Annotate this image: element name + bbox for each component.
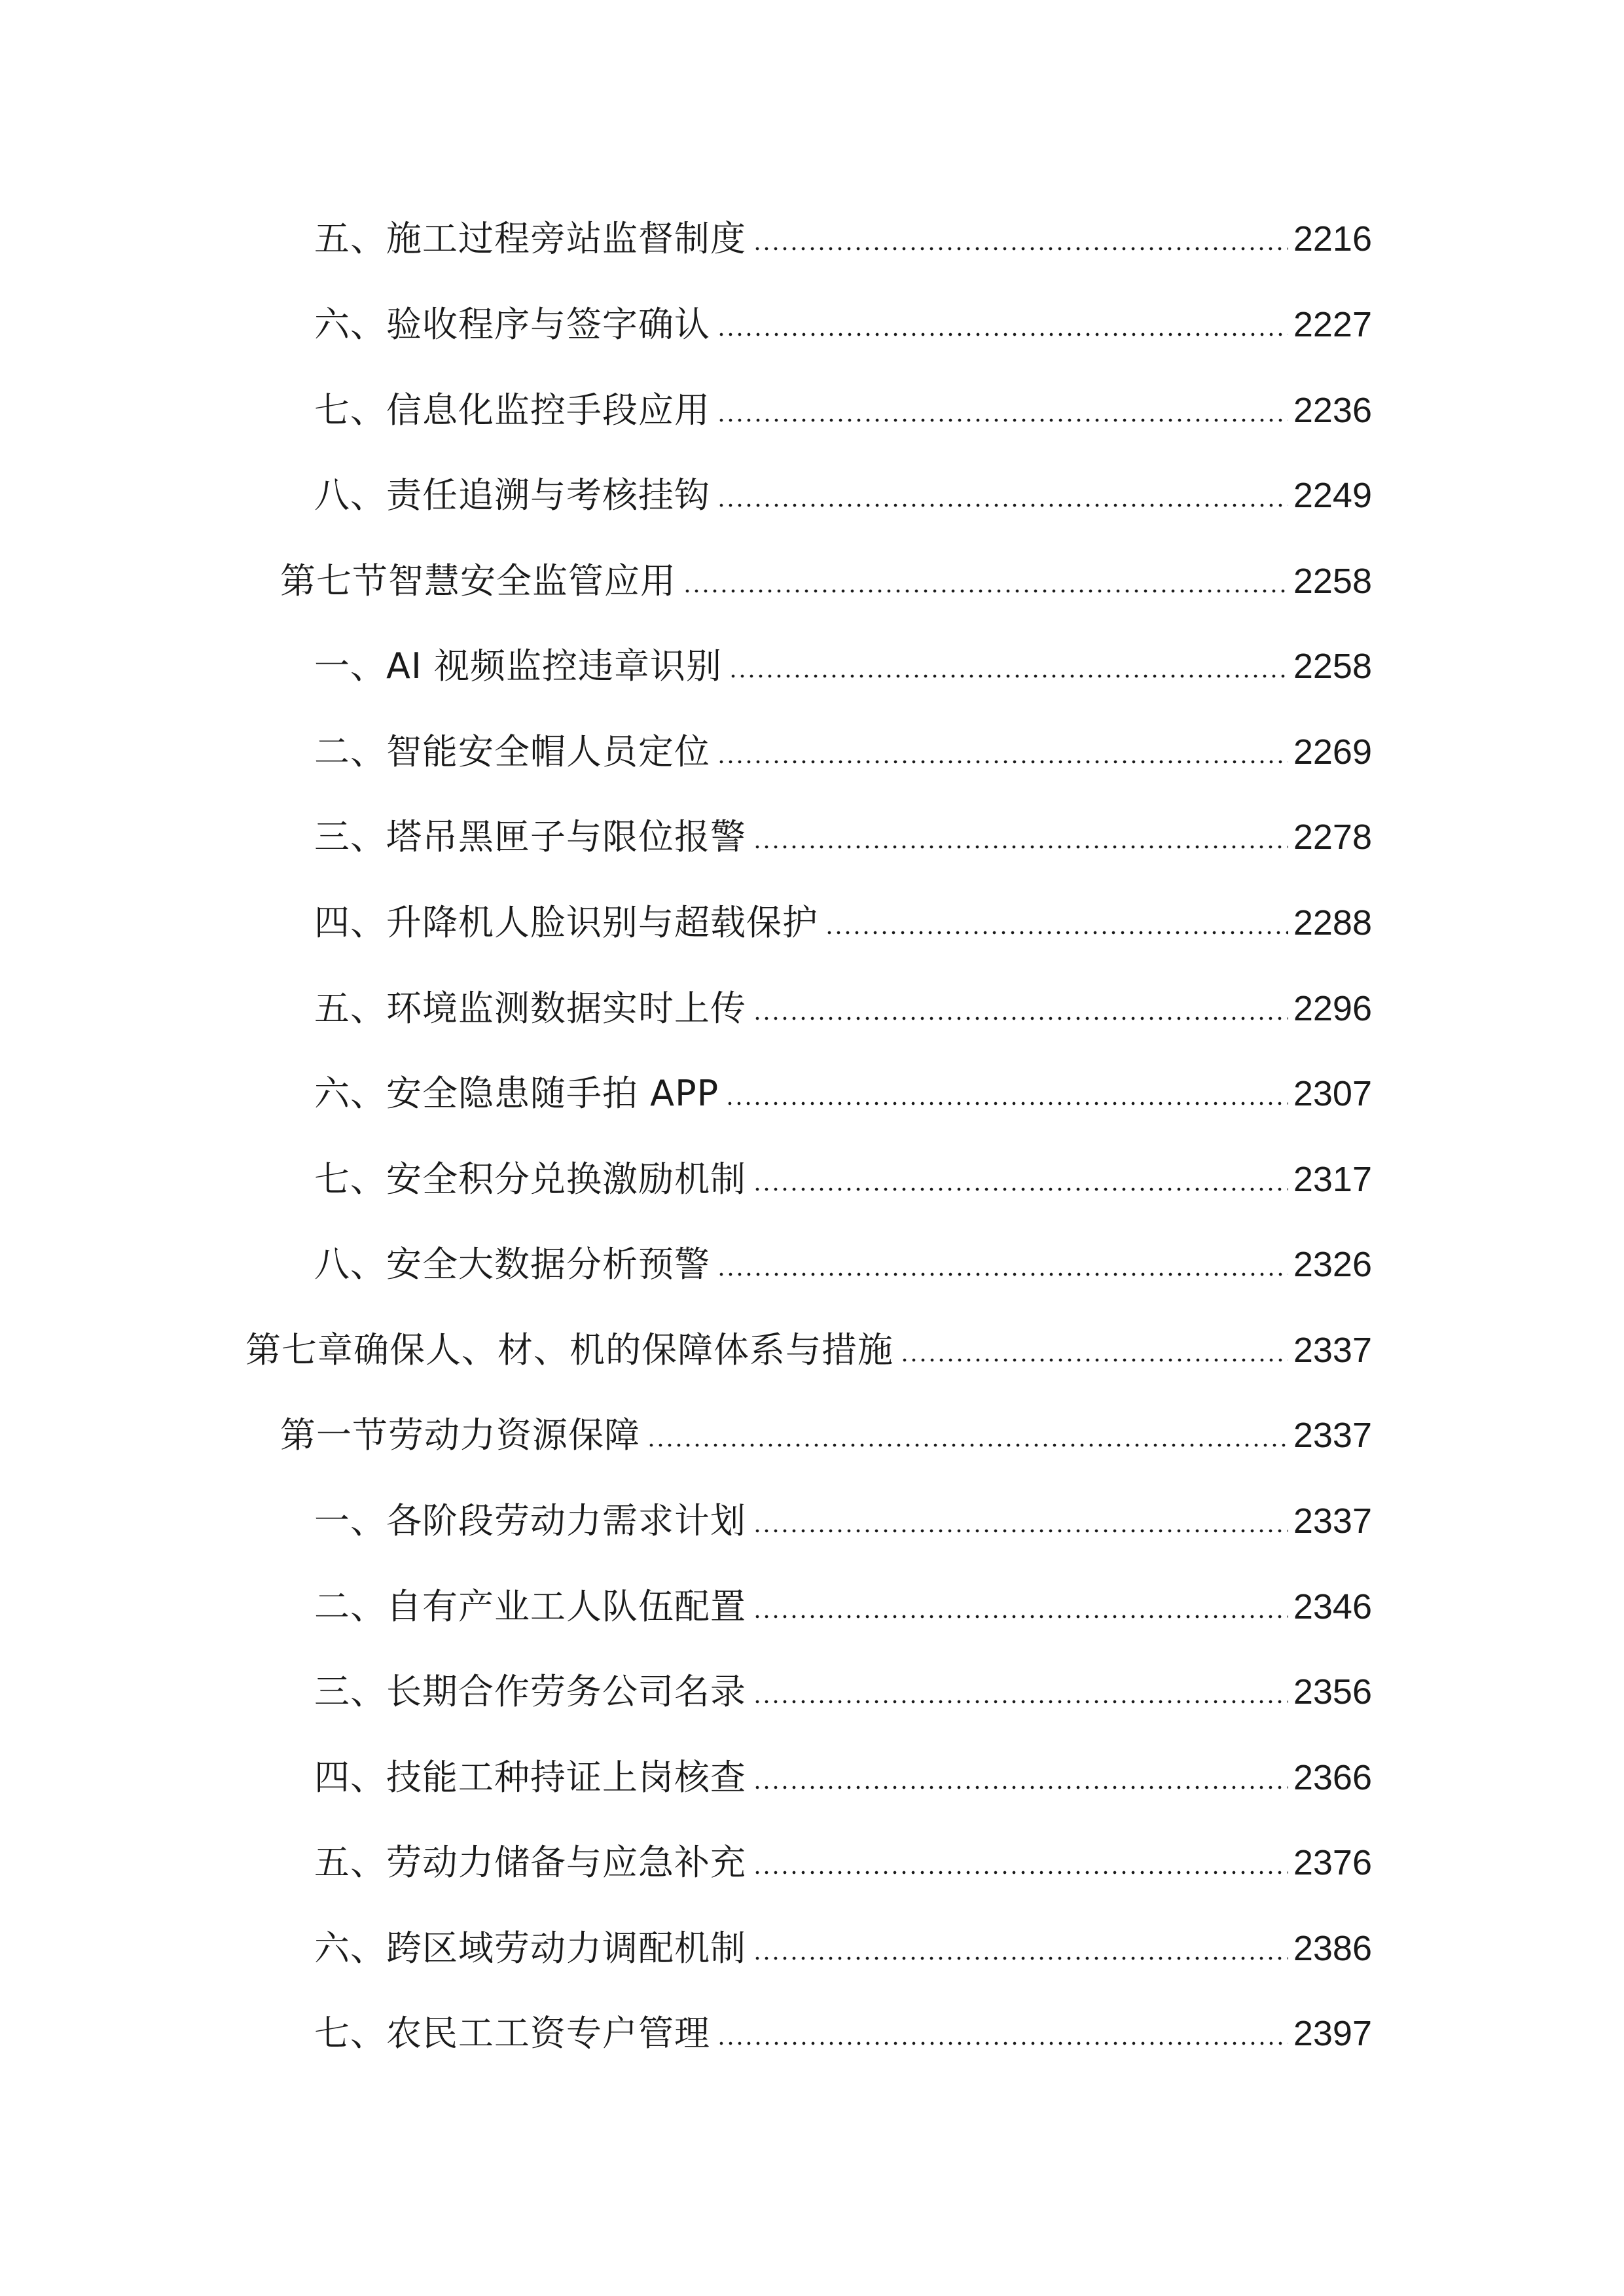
toc-entry-page: 2288	[1293, 903, 1372, 942]
toc-entry-title: 三、塔吊黑匣子与限位报警	[314, 816, 746, 857]
toc-entry[interactable]	[314, 893, 1372, 952]
toc-entry-title: 七、安全积分兑换激励机制	[314, 1158, 746, 1200]
toc-dot-leader	[900, 1358, 1288, 1362]
toc-entry-title: 五、环境监测数据实时上传	[314, 988, 746, 1029]
toc-entry[interactable]	[314, 209, 1372, 268]
toc-entry[interactable]	[314, 723, 1372, 781]
toc-entry-page: 2296	[1293, 989, 1372, 1028]
toc-entry-title: 六、安全隐患随手拍 APP	[314, 1073, 719, 1114]
toc-dot-leader	[753, 1187, 1288, 1191]
toc-entry-title: 第七章确保人、材、机的保障体系与措施	[245, 1329, 893, 1371]
toc-entry-title: 六、跨区域劳动力调配机制	[314, 1928, 746, 1969]
toc-entry-page: 2337	[1293, 1331, 1372, 1370]
toc-entry[interactable]	[314, 1235, 1372, 1294]
toc-entry[interactable]	[280, 1406, 1372, 1465]
toc-entry[interactable]	[245, 1321, 1372, 1380]
toc-entry-page: 2397	[1293, 2014, 1372, 2053]
toc-entry-title: 五、施工过程旁站监督制度	[314, 218, 746, 259]
toc-entry-page: 2258	[1293, 647, 1372, 686]
toc-entry-title: 四、技能工种持证上岗核查	[314, 1757, 746, 1798]
toc-entry[interactable]	[314, 466, 1372, 525]
toc-entry-title: 二、自有产业工人队伍配置	[314, 1586, 746, 1627]
toc-entry-page: 2307	[1293, 1074, 1372, 1113]
toc-entry-title: 八、责任追溯与考核挂钩	[314, 475, 710, 516]
toc-entry-title: 二、智能安全帽人员定位	[314, 731, 710, 772]
toc-dot-leader	[717, 418, 1288, 422]
toc-entry-title: 五、劳动力储备与应急补充	[314, 1842, 746, 1883]
toc-dot-leader	[753, 845, 1288, 849]
toc-entry[interactable]	[314, 295, 1372, 354]
toc-dot-leader	[753, 247, 1288, 251]
toc-entry-page: 2278	[1293, 817, 1372, 857]
toc-dot-leader	[717, 2041, 1288, 2045]
toc-entry[interactable]	[314, 2004, 1372, 2063]
toc-entry-page: 2317	[1293, 1160, 1372, 1199]
toc-dot-leader	[647, 1443, 1288, 1447]
toc-entry[interactable]	[314, 1748, 1372, 1807]
toc-entry[interactable]	[314, 1064, 1372, 1123]
toc-entry-title: 七、农民工工资专户管理	[314, 2013, 710, 2054]
toc-entry-title: 第一节劳动力资源保障	[280, 1414, 640, 1456]
toc-entry[interactable]	[314, 1919, 1372, 1978]
toc-dot-leader	[717, 503, 1288, 507]
toc-entry-page: 2236	[1293, 391, 1372, 430]
toc-entry[interactable]	[314, 1833, 1372, 1892]
toc-dot-leader	[717, 760, 1288, 764]
toc-entry-title: 六、验收程序与签字确认	[314, 304, 710, 345]
toc-entry[interactable]	[280, 552, 1372, 611]
toc-dot-leader	[753, 1529, 1288, 1533]
toc-entry-title: 七、信息化监控手段应用	[314, 389, 710, 431]
toc-dot-leader	[753, 1615, 1288, 1619]
toc-dot-leader	[729, 674, 1288, 678]
toc-dot-leader	[753, 1700, 1288, 1704]
toc-entry-title: 第七节智慧安全监管应用	[280, 560, 676, 601]
toc-dot-leader	[825, 931, 1288, 935]
toc-entry-page: 2337	[1293, 1416, 1372, 1455]
toc-entry-title: 一、AI 视频监控违章识别	[314, 645, 723, 687]
toc-entry[interactable]	[314, 1492, 1372, 1551]
toc-entry-title: 一、各阶段劳动力需求计划	[314, 1500, 746, 1541]
toc-entry-title: 八、安全大数据分析预警	[314, 1244, 710, 1285]
toc-entry[interactable]	[314, 1577, 1372, 1636]
toc-dot-leader	[683, 589, 1288, 593]
toc-entry-page: 2258	[1293, 562, 1372, 601]
toc-entry[interactable]	[314, 381, 1372, 440]
toc-dot-leader	[753, 1956, 1288, 1960]
toc-dot-leader	[717, 332, 1288, 336]
toc-entry[interactable]	[314, 1662, 1372, 1721]
toc-entry-title: 三、长期合作劳务公司名录	[314, 1671, 746, 1712]
toc-entry-page: 2216	[1293, 219, 1372, 259]
toc-entry-page: 2326	[1293, 1245, 1372, 1284]
toc-dot-leader	[717, 1272, 1288, 1276]
toc-entry[interactable]	[314, 1150, 1372, 1209]
toc-entry-title: 四、升降机人脸识别与超载保护	[314, 902, 818, 943]
toc-dot-leader	[753, 1871, 1288, 1874]
toc-entry[interactable]	[314, 979, 1372, 1038]
toc-entry-page: 2249	[1293, 476, 1372, 515]
toc-entry-page: 2376	[1293, 1843, 1372, 1882]
toc-entry[interactable]	[314, 637, 1372, 696]
toc-entry-page: 2366	[1293, 1758, 1372, 1797]
toc-entry-page: 2227	[1293, 305, 1372, 344]
toc-entry-page: 2337	[1293, 1501, 1372, 1541]
toc-dot-leader	[753, 1016, 1288, 1020]
toc-dot-leader	[725, 1102, 1288, 1105]
toc-entry-page: 2356	[1293, 1672, 1372, 1712]
toc-entry-page: 2386	[1293, 1929, 1372, 1968]
toc-dot-leader	[753, 1785, 1288, 1789]
toc-entry-page: 2346	[1293, 1587, 1372, 1626]
toc-entry[interactable]	[314, 808, 1372, 867]
toc-entry-page: 2269	[1293, 732, 1372, 772]
